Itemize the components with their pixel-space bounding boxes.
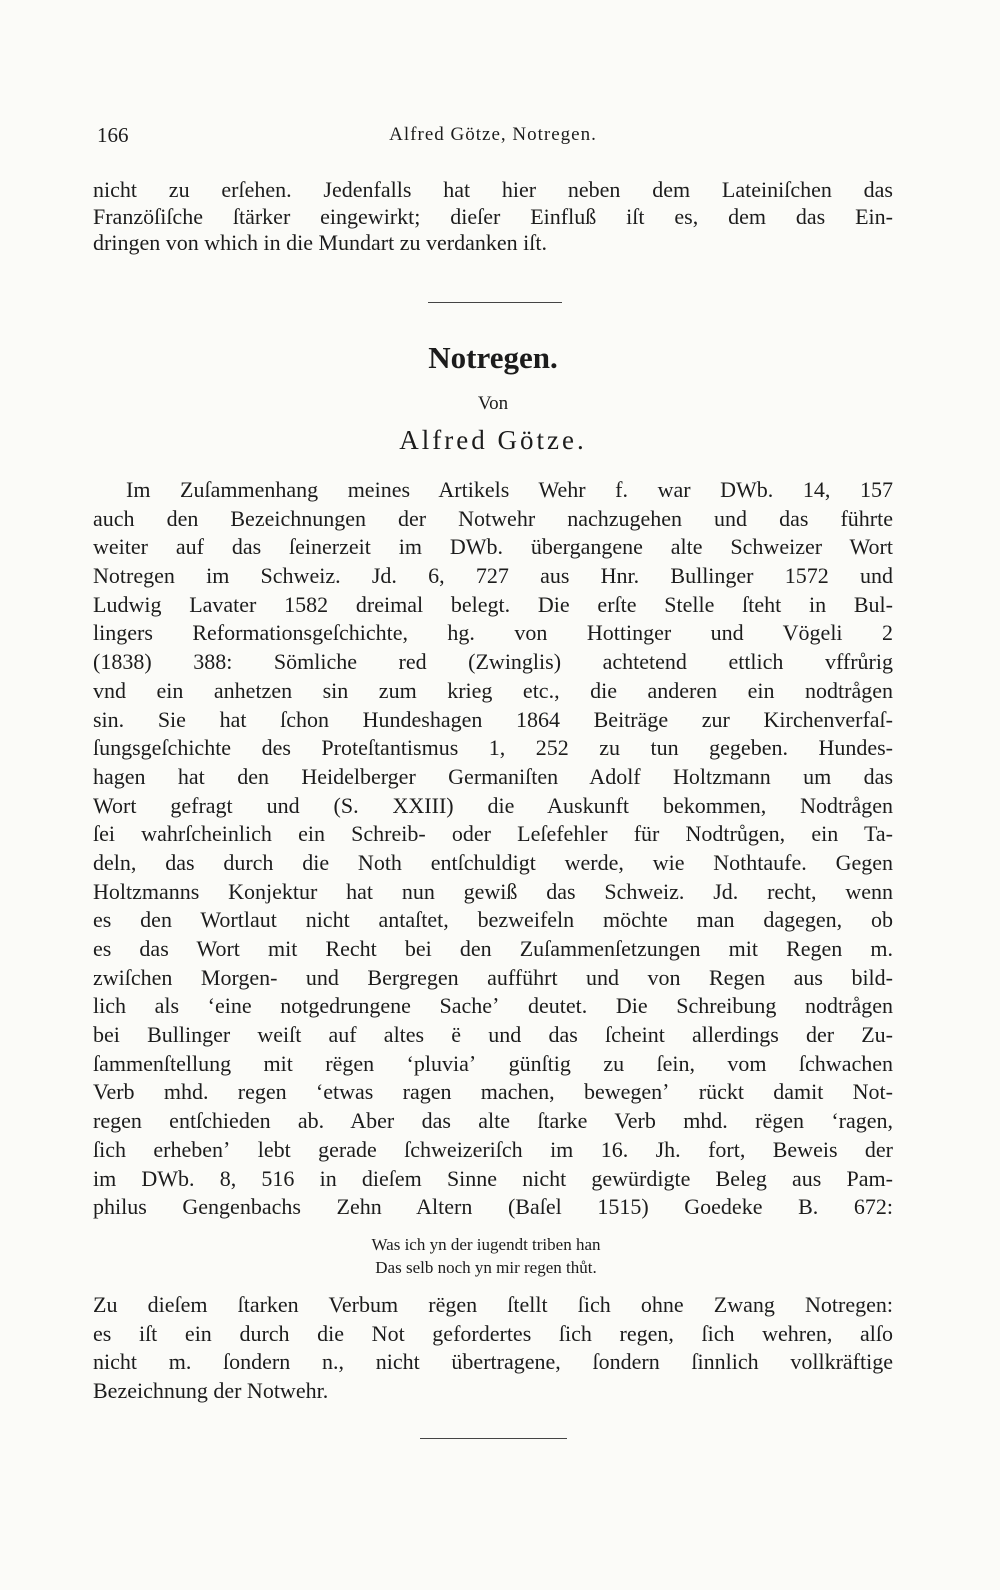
text-line: lich als ʻeine notgedrungene Sacheʼ deutet. Die Schreibung nodtrågen	[93, 993, 893, 1019]
page-number: 166	[97, 123, 129, 147]
quote-line: Das selb noch yn mir regen thůt.	[375, 1258, 597, 1277]
text-line: es das Wort mit Recht bei den Zuſammenſetzungen mit Regen m.	[93, 936, 893, 961]
text-line: sin. Sie hat ſchon Hundeshagen 1864 Beiträge zur Kirchenverfaſ-	[93, 706, 893, 732]
text-line: auch den Bezeichnungen der Notwehr nachzugehen und das führte	[93, 505, 893, 531]
byline-prefix: Von	[477, 393, 509, 414]
text-line: Zu dieſem ſtarken Verbum rëgen ſtellt ſich ohne Zwang Notregen:	[93, 1292, 893, 1317]
text-line: es iſt ein durch die Not gefordertes ſich regen, ſich wehren, alſo	[93, 1320, 893, 1346]
text-line: vnd ein anhetzen sin zum krieg etc., die anderen ein nodtrågen	[93, 677, 893, 703]
verse-quotation	[93, 1233, 879, 1279]
text-line: nicht m. ſondern n., nicht übertragene, ſondern ſinnlich vollkräftige	[93, 1349, 893, 1374]
text-line: lingers Reformationsgeſchichte, hg. von Hottinger und Vögeli 2	[93, 620, 893, 646]
text-line: Notregen im Schweiz. Jd. 6, 727 aus Hnr. Bullinger 1572 und	[93, 563, 893, 589]
text-line: weiter auf das ſeinerzeit im DWb. übergangene alte Schweizer Wort	[93, 534, 893, 560]
text-line: Wort gefragt und (S. XXIII) die Auskunft bekommen, Nodtrågen	[93, 792, 893, 818]
text-line: Verb mhd. regen ʻetwas ragen machen, bewegenʼ rückt damit Not-	[93, 1079, 893, 1105]
text-line: dringen von which in die Mundart zu verdanken iſt.	[93, 230, 547, 255]
text-line: Ludwig Lavater 1582 dreimal belegt. Die erſte Stelle ſteht in Bul-	[93, 591, 893, 617]
text-line: Franzöſiſche ſtärker eingewirkt; dieſer Einfluß iſt es, dem das Ein-	[93, 203, 893, 229]
section-divider	[428, 302, 562, 303]
text-line: nicht zu erſehen. Jedenfalls hat hier neben dem Lateiniſchen das	[93, 177, 893, 202]
text-line: ſungsgeſchichte des Proteſtantismus 1, 252 zu tun gegeben. Hundes-	[93, 735, 893, 761]
quote-line: Was ich yn der iugendt triben han	[371, 1235, 601, 1254]
text-line: ſich erhebenʼ lebt gerade ſchweizeriſch im 16. Jh. fort, Beweis der	[93, 1136, 893, 1162]
text-line: Holtzmanns Konjektur hat nun gewiß das Schweiz. Jd. recht, wenn	[93, 878, 893, 904]
text-line: philus Gengenbachs Zehn Altern (Baſel 1515) Goedeke B. 672:	[93, 1194, 893, 1220]
text-line: regen entſchieden ab. Aber das alte ſtarke Verb mhd. rëgen ʻragen,	[93, 1108, 893, 1134]
text-line: ſammenſtellung mit rëgen ʻpluviaʼ günſtig zu ſein, vom ſchwachen	[93, 1050, 893, 1076]
text-line: zwiſchen Morgen- und Bergregen aufführt und von Regen aus bild-	[93, 964, 893, 990]
text-line: bei Bullinger weiſt auf altes ë und das ſcheint allerdings der Zu-	[93, 1022, 893, 1048]
closing-paragraph	[93, 1291, 893, 1405]
text-line: ſei wahrſcheinlich ein Schreib- oder Leſefehler für Nodtrůgen, ein Ta-	[93, 821, 893, 847]
article-title: Notregen.	[428, 340, 558, 375]
end-divider	[420, 1438, 567, 1439]
text-line: es den Wortlaut nicht antaſtet, bezweifeln möchte man dagegen, ob	[93, 907, 893, 933]
text-line: hagen hat den Heidelberger Germaniſten Adolf Holtzmann um das	[93, 763, 893, 789]
text-line: im DWb. 8, 516 in dieſem Sinne nicht gewürdigte Beleg aus Pam-	[93, 1165, 893, 1191]
running-title: Alfred Götze, Notregen.	[389, 124, 597, 145]
article-author: Alfred Götze.	[399, 425, 587, 455]
text-line: deln, das durch die Noth entſchuldigt werde, wie Nothtaufe. Gegen	[93, 849, 893, 875]
intro-paragraph	[93, 177, 893, 257]
text-line: Im Zuſammenhang meines Artikels Wehr f. war DWb. 14, 157	[126, 477, 893, 502]
body-paragraph	[93, 476, 893, 1222]
text-line: (1838) 388: Sömliche red (Zwinglis) achtetend ettlich vffrůrig	[93, 649, 893, 675]
text-line: Bezeichnung der Notwehr.	[93, 1377, 329, 1403]
